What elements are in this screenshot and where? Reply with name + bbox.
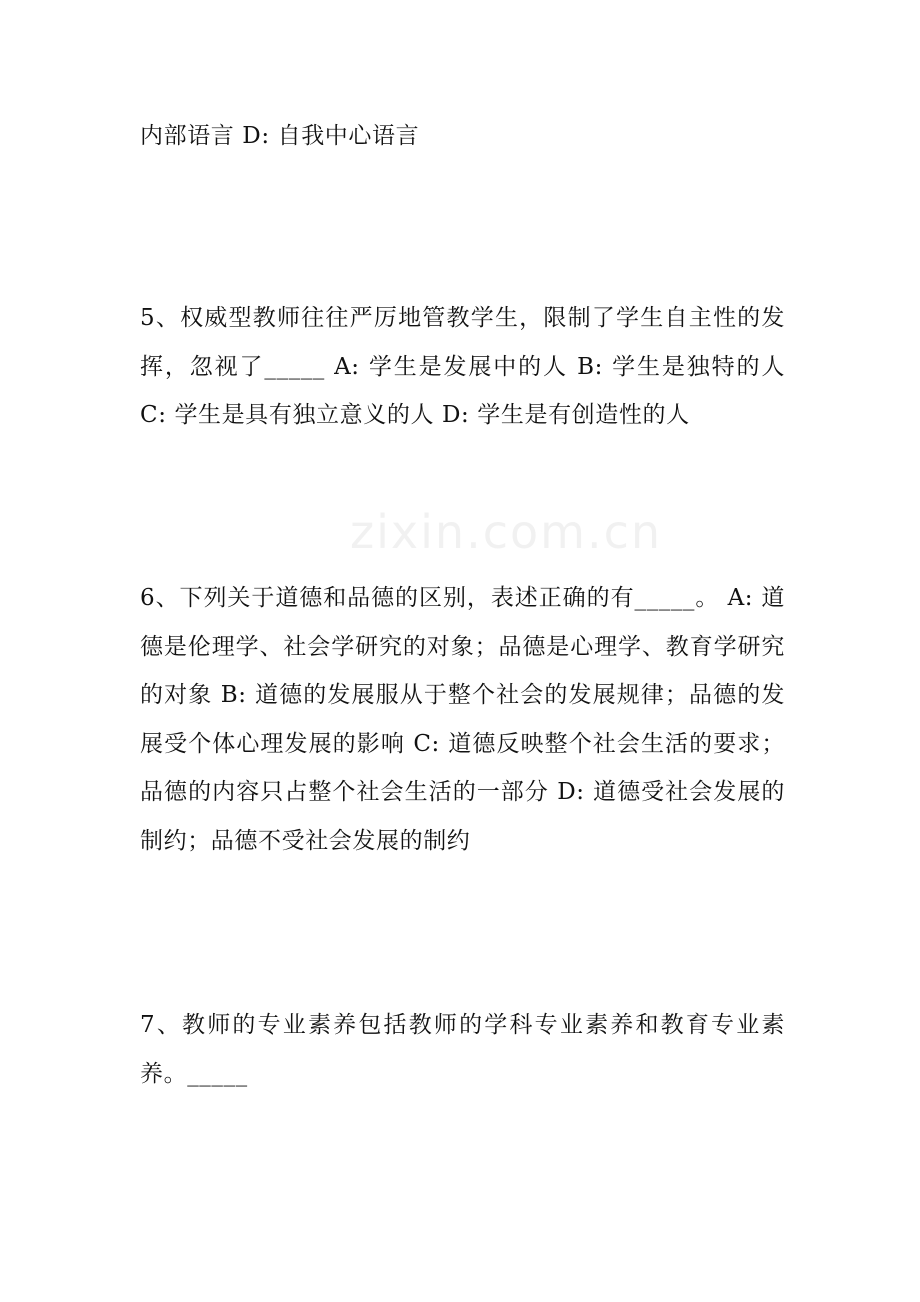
question-5: 5、权威型教师往往严厉地管教学生，限制了学生自主性的发挥，忽视了_____ A: 学生是发展中的人 B: 学生是独特的人 C: 学生是具有独立意义的人 D: 学生是有创造性的人	[140, 305, 785, 428]
question-6: 6、下列关于道德和品德的区别，表述正确的有_____。 A: 道德是伦理学、社会学研究的对象；品德是心理学、教育学研究的对象 B: 道德的发展服从于整个社会的发展规律；品德的发展受个体心理发展的影响 C: 道德反映整个社会生活的要求；品德的内容只占整个社会生活的一部分 D: 道德受社会发展的制约；品德不受社会发展的制约	[140, 585, 785, 854]
question-4-options-fragment: 内部语言 D: 自我中心语言	[140, 123, 420, 149]
question-7: 7、教师的专业素养包括教师的学科专业素养和教育专业素养。_____	[140, 1012, 785, 1087]
site-watermark: zixin.com.cn	[350, 505, 663, 559]
